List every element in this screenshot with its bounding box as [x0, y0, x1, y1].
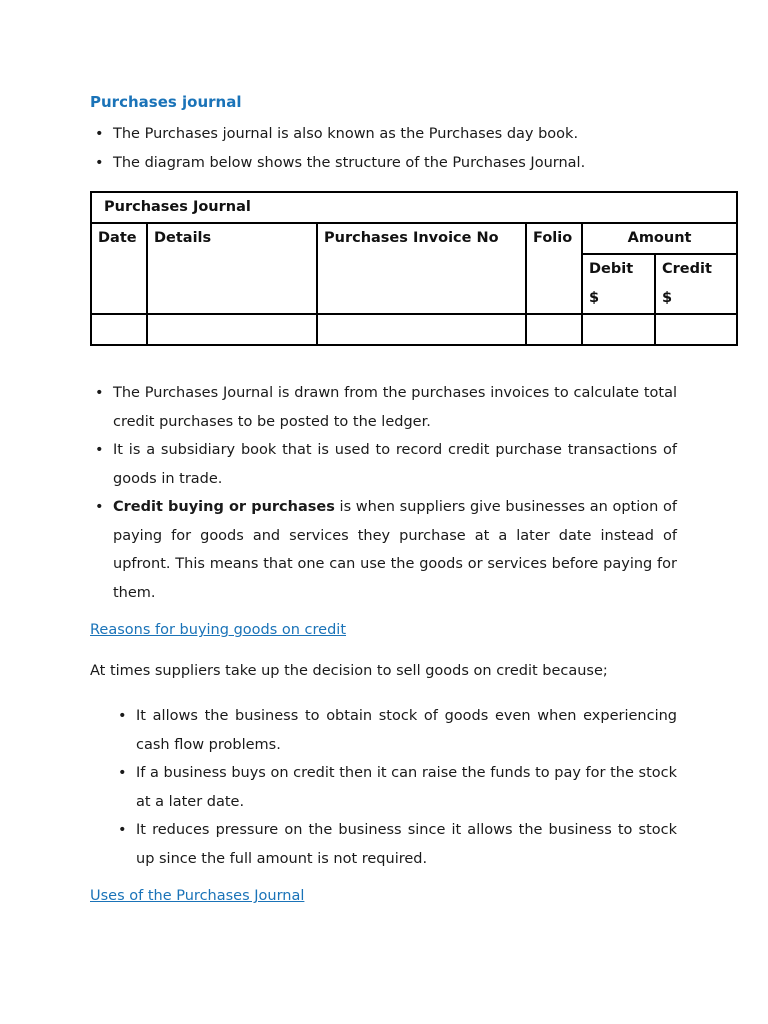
table-title: Purchases Journal [91, 192, 737, 223]
list-item: • It allows the business to obtain stock of goods even when experiencing cash flow problems. [113, 702, 677, 759]
amount-column-header: Amount [582, 223, 737, 254]
list-item: • The Purchases journal is also known as the Purchases day book. [90, 120, 680, 149]
credit-label: Credit [662, 261, 712, 277]
credit-currency: $ [662, 290, 673, 306]
table-cell [147, 314, 317, 345]
folio-column-header: Folio [526, 223, 582, 314]
table-cell [91, 314, 147, 345]
table-cell [526, 314, 582, 345]
purchases-journal-table [90, 191, 738, 346]
uses-link[interactable]: Uses of the Purchases Journal [90, 888, 305, 904]
table-cell [655, 314, 737, 345]
list-item [90, 493, 677, 607]
debit-column-header [582, 254, 655, 314]
list-item: • The Purchases Journal is drawn from the purchases invoices to calculate total credit purchases to be posted to the ledger. [90, 379, 677, 436]
date-column-header: Date [91, 223, 147, 314]
list-item: • The diagram below shows the structure of the Purchases Journal. [90, 149, 680, 178]
list-item: • It reduces pressure on the business since it allows the business to stock up since the full amount is not required. [113, 816, 677, 873]
reasons-link[interactable]: Reasons for buying goods on credit [90, 622, 347, 638]
reasons-intro: At times suppliers take up the decision to sell goods on credit because; [90, 663, 608, 679]
intro-bullet-list [90, 120, 680, 178]
credit-column-header [655, 254, 737, 314]
table-cell [317, 314, 526, 345]
table-row [91, 314, 737, 345]
term-definition: is when suppliers give businesses an option of paying for goods and services they purchase at a later date instead of upfront. This means that one can use the goods or services before paying for them. [113, 499, 677, 601]
debit-currency: $ [589, 290, 600, 306]
list-item: • It is a subsidiary book that is used to record credit purchase transactions of goods in trade. [90, 436, 677, 493]
bold-term: Credit buying or purchases [113, 499, 335, 515]
invoice-column-header: Purchases Invoice No [317, 223, 526, 314]
section-heading: Purchases journal [90, 93, 242, 111]
reasons-bullet-list [113, 702, 677, 873]
table-cell [582, 314, 655, 345]
body-bullet-list [90, 379, 677, 607]
debit-label: Debit [589, 261, 634, 277]
list-item: • If a business buys on credit then it can raise the funds to pay for the stock at a later date. [113, 759, 677, 816]
details-column-header: Details [147, 223, 317, 314]
